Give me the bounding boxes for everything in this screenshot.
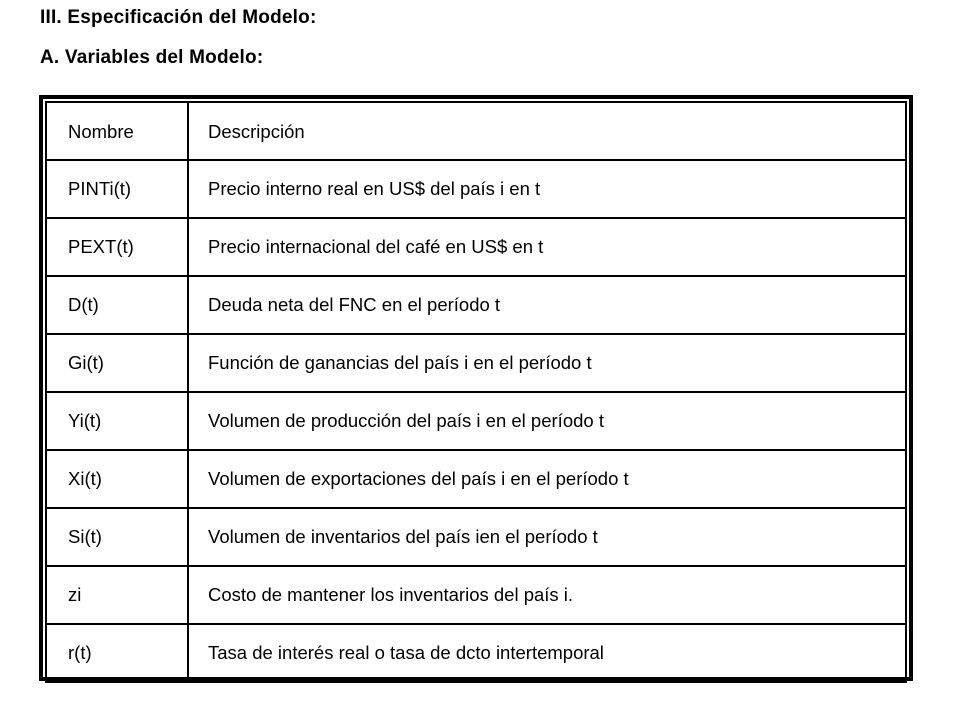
table-row: [46, 392, 906, 450]
variable-name-cell: PINTi(t): [46, 160, 188, 218]
variable-name-cell: Yi(t): [46, 392, 188, 450]
variable-description-cell: Precio interno real en US$ del país i en t: [188, 160, 906, 218]
table-row: [46, 508, 906, 566]
variable-name-cell: r(t): [46, 624, 188, 682]
variable-name-cell: zi: [46, 566, 188, 624]
variable-name-cell: Si(t): [46, 508, 188, 566]
variable-name-cell: Xi(t): [46, 450, 188, 508]
variable-description-cell: Función de ganancias del país i en el período t: [188, 334, 906, 392]
variable-name-cell: Gi(t): [46, 334, 188, 392]
table-row: [46, 218, 906, 276]
subsection-heading: A. Variables del Modelo:: [40, 47, 264, 68]
table-row: [46, 624, 906, 682]
variables-table-frame: [39, 95, 913, 681]
table-row: [46, 160, 906, 218]
section-heading: III. Especificación del Modelo:: [40, 7, 317, 28]
variable-name-cell: PEXT(t): [46, 218, 188, 276]
variable-description-cell: Volumen de exportaciones del país i en el período t: [188, 450, 906, 508]
table-header-row: [46, 102, 906, 160]
header-name-cell: Nombre: [46, 102, 188, 160]
table-row: [46, 450, 906, 508]
variable-description-cell: Precio internacional del café en US$ en t: [188, 218, 906, 276]
variable-description-cell: Costo de mantener los inventarios del país i.: [188, 566, 906, 624]
variable-description-cell: Volumen de inventarios del país ien el período t: [188, 508, 906, 566]
variable-description-cell: Tasa de interés real o tasa de dcto intertemporal: [188, 624, 906, 682]
table-row: [46, 334, 906, 392]
table-row: [46, 276, 906, 334]
table-row: [46, 566, 906, 624]
variable-description-cell: Volumen de producción del país i en el período t: [188, 392, 906, 450]
variable-description-cell: Deuda neta del FNC en el período t: [188, 276, 906, 334]
header-description-cell: Descripción: [188, 102, 906, 160]
variable-name-cell: D(t): [46, 276, 188, 334]
variables-table: [45, 101, 907, 683]
